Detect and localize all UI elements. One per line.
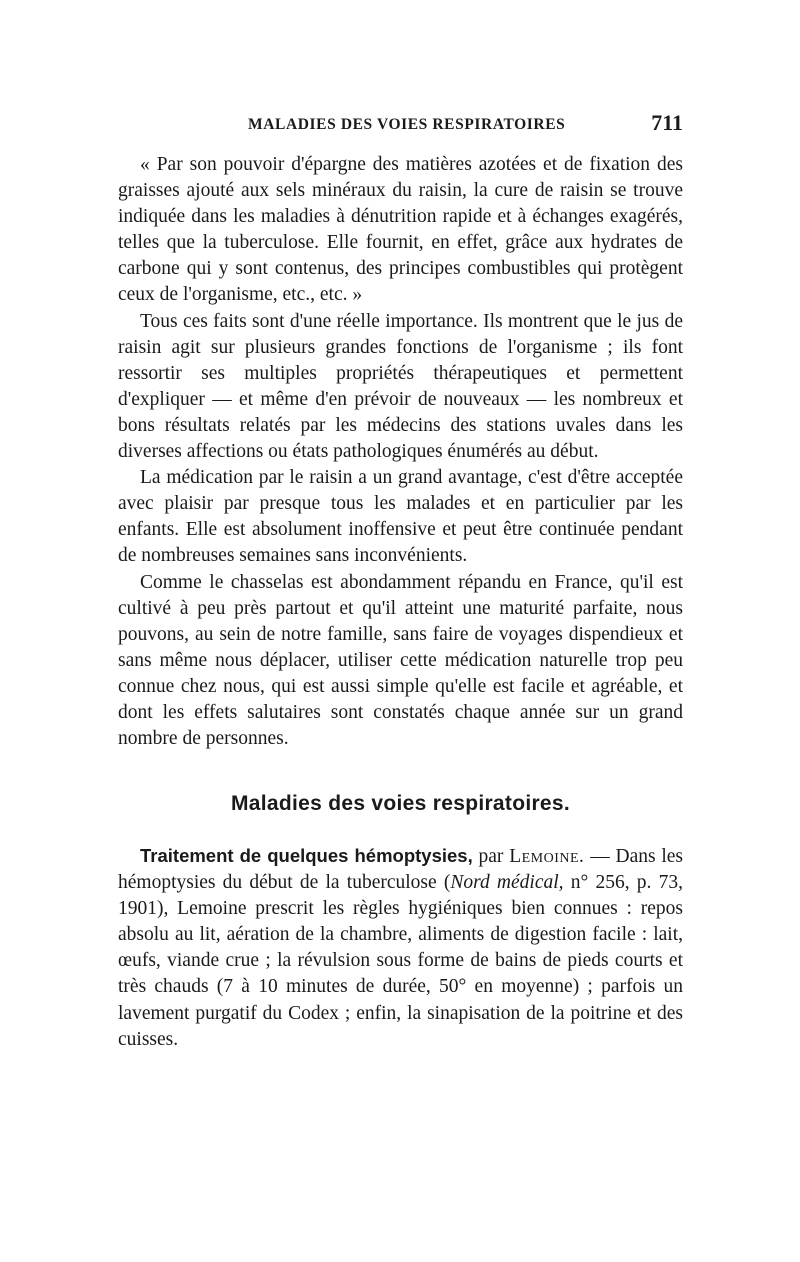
entry-paragraph	[118, 843, 683, 1053]
section-heading: Maladies des voies respiratoires.	[230, 792, 571, 815]
entry-source: Nord médical,	[450, 872, 564, 894]
page-number: 711	[651, 110, 683, 135]
paragraph: La médication par le raisin a un grand avantage, c'est d'être acceptée avec plaisir par presque tous les malades et en particulier par les enfants. Elle est absolument inoffensive et peut être continuée pendant de nombreuses semaines sans inconvénients.	[118, 467, 683, 567]
section-body	[118, 843, 683, 1053]
body-text	[118, 152, 683, 752]
entry-body-start: — Dans les hémoptysies du début de la tuberculose (	[118, 846, 683, 894]
entry-author: Lemoine.	[509, 846, 585, 867]
entry-by: par	[478, 846, 504, 867]
entry-title: Traitement de quelques hémoptysies,	[140, 845, 473, 866]
paragraph: Comme le chasselas est abondamment répandu en France, qu'il est cultivé à peu près partout et qu'il atteint une maturité parfaite, nous pouvons, au sein de notre famille, sans faire de voyages dispendieux et sans même nous déplacer, utiliser cette médication naturelle trop peu connue chez nous, qui est aussi simple qu'elle est facile et agréable, et dont les effets salutaires sont constatés chaque année sur un grand nombre de personnes.	[118, 571, 683, 750]
paragraph: « Par son pouvoir d'épargne des matières azotées et de fixation des graisses ajouté aux sels minéraux du raisin, la cure de raisin se trouve indiquée dans les maladies à dénutrition rapide et à échanges exagérés, telles que la tuberculose. Elle fournit, en effet, grâce aux hydrates de carbone qui y sont contenus, des principes combustibles qui protègent ceux de l'organisme, etc., etc. »	[118, 154, 683, 306]
running-title: MALADIES DES VOIES RESPIRATOIRES	[248, 116, 566, 133]
paragraph: Tous ces faits sont d'une réelle importance. Ils montrent que le jus de raisin agit sur plusieurs grandes fonctions de l'organisme ; ils font ressortir ses multiples propriétés thérapeutiques et permettent d'expliquer — et même d'en prévoir de nouveaux — les nombreux et bons résultats relatés par les médecins des stations uvales dans les diverses affections ou états pathologiques énumérés au début.	[118, 310, 683, 463]
page-header	[118, 110, 683, 140]
entry-body-rest: n° 256, p. 73, 1901), Lemoine prescrit les règles hygiéniques bien connues : repos absolu au lit, aération de la chambre, aliments de digestion facile : lait, œufs, viande crue ; la révulsion sous forme de bains de pieds courts et très chauds (7 à 10 minutes de durée, 50° en moyenne) ; parfois un lavement purgatif du Codex ; enfin, la sinapisation de la poitrine et des cuisses.	[118, 872, 683, 1050]
